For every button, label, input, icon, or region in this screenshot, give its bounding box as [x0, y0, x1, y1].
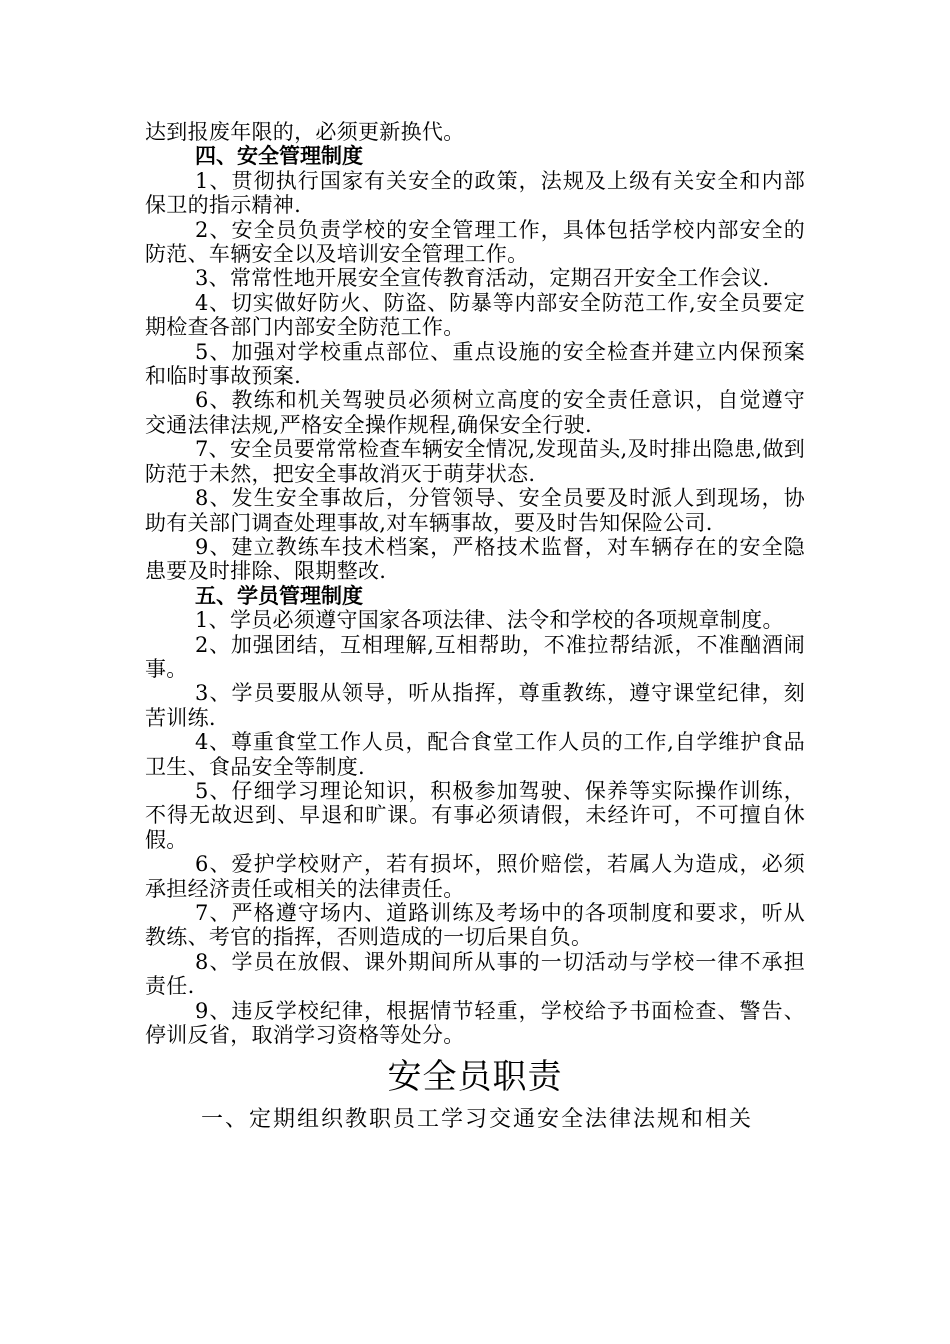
section4-item-6: 6、教练和机关驾驶员必须树立高度的安全责任意识，自觉遵守交通法律法规,严格安全操作规程,确保安全行驶.	[145, 388, 805, 437]
section5-item-5: 5、仔细学习理论知识，积极参加驾驶、保养等实际操作训练，不得无故迟到、早退和旷课。有事必须请假，未经许可，不可擅自休假。	[145, 778, 805, 852]
document-body	[145, 120, 805, 1133]
section5-item-7: 7、严格遵守场内、道路训练及考场中的各项制度和要求，听从教练、考官的指挥，否则造成的一切后果自负。	[145, 901, 805, 950]
section4-item-9: 9、建立教练车技术档案，严格技术监督，对车辆存在的安全隐患要及时排除、限期整改.	[145, 534, 805, 584]
section5-item-4: 4、尊重食堂工作人员，配合食堂工作人员的工作,自学维护食品卫生、食品安全等制度.	[145, 730, 805, 779]
section5-item-8: 8、学员在放假、课外期间所从事的一切活动与学校一律不承担责任.	[145, 949, 805, 999]
section4-item-1: 1、贯彻执行国家有关安全的政策，法规及上级有关安全和内部保卫的指示精神.	[145, 168, 805, 218]
section5-item-6: 6、爱护学校财产，若有损坏，照价赔偿，若属人为造成，必须承担经济责任或相关的法律责任。	[145, 852, 805, 901]
duties-first-line: 一、定期组织教职员工学习交通安全法律法规和相关	[201, 1107, 754, 1133]
section4-item-8: 8、发生安全事故后，分管领导、安全员要及时派人到现场，协助有关部门调查处理事故,对车辆事故，要及时告知保险公司.	[145, 486, 805, 535]
section5-heading: 五、学员管理制度	[195, 583, 363, 608]
section4-heading: 四、安全管理制度	[195, 144, 363, 169]
section4-item-7: 7、安全员要常常检查车辆安全情况,发现苗头,及时排出隐患,做到防范于未然，把安全事故消灭于萌芽状态.	[145, 437, 805, 486]
section5-item-9: 9、违反学校纪律，根据情节轻重，学校给予书面检查、警告、停训反省，取消学习资格等处分。	[145, 998, 805, 1048]
intro-line: 达到报废年限的，必须更新换代。	[145, 120, 465, 144]
section4-item-2: 2、安全员负责学校的安全管理工作，具体包括学校内部安全的防范、车辆安全以及培训安全管理工作。	[145, 217, 805, 267]
section5-item-3: 3、学员要服从领导，听从指挥，尊重教练，遵守课堂纪律，刻苦训练.	[145, 681, 805, 730]
section4-item-5: 5、加强对学校重点部位、重点设施的安全检查并建立内保预案和临时事故预案.	[145, 339, 805, 389]
section5-item-1: 1、学员必须遵守国家各项法律、法令和学校的各项规章制度。	[195, 608, 784, 633]
duties-title: 安全员职责	[387, 1057, 563, 1098]
section4-item-3: 3、常常性地开展安全宣传教育活动，定期召开安全工作会议.	[195, 266, 770, 291]
section5-item-2: 2、加强团结，互相理解,互相帮助，不准拉帮结派，不准酗酒闹事。	[145, 632, 805, 681]
section4-item-4: 4、切实做好防火、防盗、防暴等内部安全防范工作,安全员要定期检查各部门内部安全防范工作。	[145, 290, 805, 340]
